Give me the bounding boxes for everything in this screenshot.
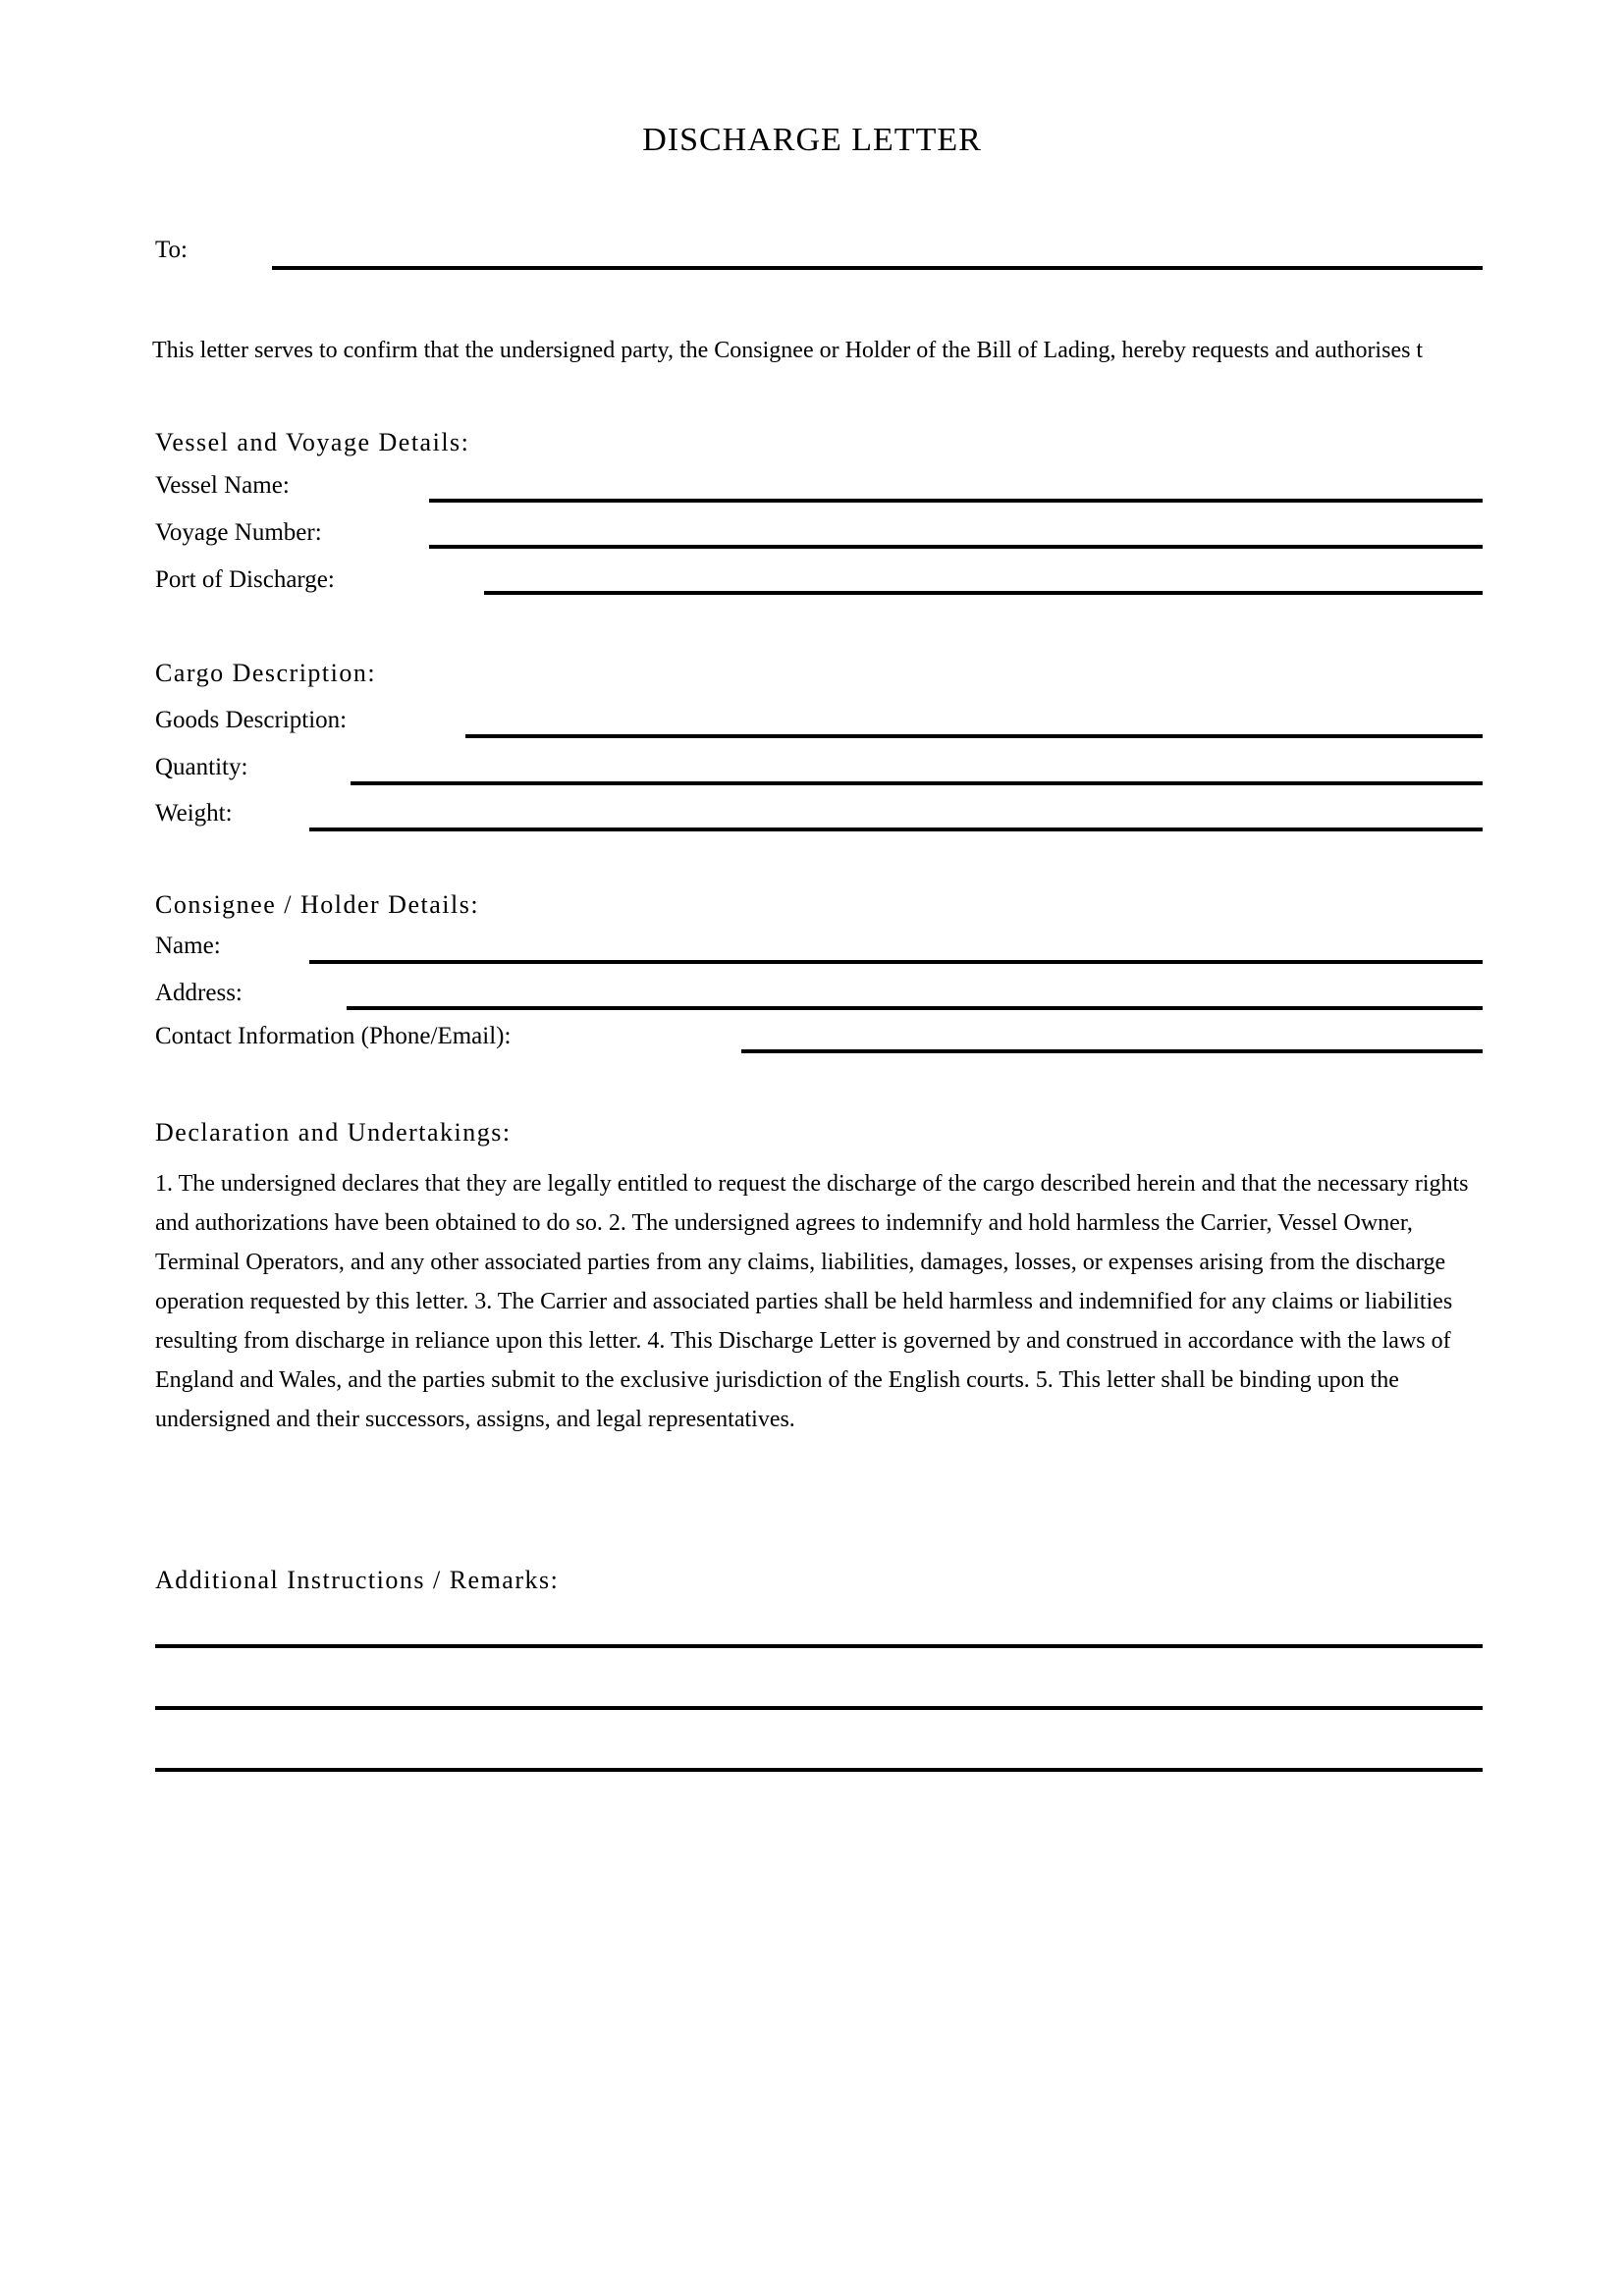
intro-paragraph: This letter serves to confirm that the undersigned party, the Consignee or Holder of the Bill of Lading, hereby requests and authorises t [152, 338, 1424, 363]
vessel-name-field-line [429, 499, 1483, 503]
quantity-label: Quantity: [155, 754, 248, 780]
port-of-discharge-label: Port of Discharge: [155, 566, 335, 593]
remarks-line-1 [155, 1644, 1483, 1648]
address-field-line [347, 1006, 1483, 1010]
address-label: Address: [155, 980, 243, 1006]
contact-information-field-line [741, 1049, 1483, 1053]
declaration-section-heading: Declaration and Undertakings: [155, 1118, 512, 1147]
consignee-name-field-line [309, 960, 1483, 964]
port-of-discharge-field-line [484, 591, 1483, 595]
consignee-section-heading: Consignee / Holder Details: [155, 890, 480, 919]
page-title: DISCHARGE LETTER [642, 122, 982, 158]
voyage-number-field-line [429, 545, 1483, 549]
remarks-section-heading: Additional Instructions / Remarks: [155, 1566, 560, 1594]
declaration-body-text: 1. The undersigned declares that they are legally entitled to request the discharge of the cargo described herein and that the necessary rights and authorizations have been obtained to do so. 2. The undersigned agrees to indemnify and hold harmless the Carrier, Vessel Owner, Terminal Operators, and any other associated parties from any claims, liabilities, damages, losses, or expenses arising from the discharge operation requested by this letter. 3. The Carrier and associated parties shall be held harmless and indemnified for any claims or liabilities resulting from discharge in reliance upon this letter. 4. This Discharge Letter is governed by and construed in accordance with the laws of England and Wales, and the parties submit to the exclusive jurisdiction of the English courts. 5. This letter shall be binding upon the undersigned and their successors, assigns, and legal representatives. [155, 1171, 1469, 1432]
cargo-section-heading: Cargo Description: [155, 659, 377, 687]
remarks-line-2 [155, 1706, 1483, 1710]
goods-description-label: Goods Description: [155, 707, 348, 733]
to-field-line [272, 266, 1483, 270]
vessel-section-heading: Vessel and Voyage Details: [155, 428, 470, 456]
contact-information-label: Contact Information (Phone/Email): [155, 1023, 512, 1049]
to-label: To: [155, 237, 188, 263]
vessel-name-label: Vessel Name: [155, 472, 290, 499]
goods-description-field-line [465, 734, 1483, 738]
quantity-field-line [351, 781, 1483, 785]
consignee-name-label: Name: [155, 933, 221, 959]
weight-label: Weight: [155, 800, 233, 827]
weight-field-line [309, 828, 1483, 831]
voyage-number-label: Voyage Number: [155, 519, 322, 546]
remarks-line-3 [155, 1768, 1483, 1772]
